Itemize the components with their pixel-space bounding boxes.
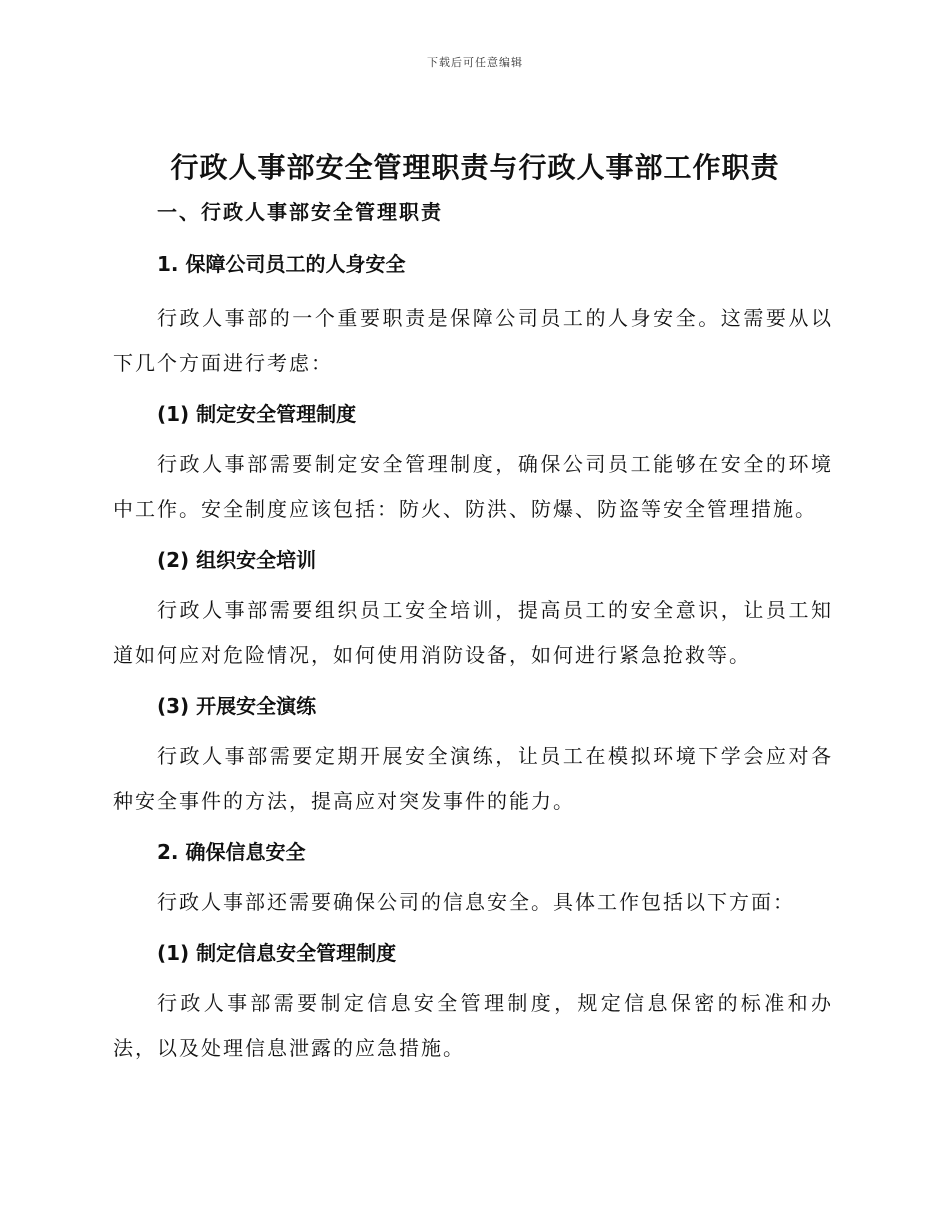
header-note: 下载后可任意编辑	[427, 56, 523, 69]
paragraph-info-security-rules: 行政人事部需要制定信息安全管理制度，规定信息保密的标准和办法，以及处理信息泄露的应急措施。	[113, 991, 833, 1060]
section-heading-1: 一、行政人事部安全管理职责	[157, 200, 443, 224]
paragraph-safety-rules: 行政人事部需要制定安全管理制度，确保公司员工能够在安全的环境中工作。安全制度应该包括：防火、防洪、防爆、防盗等安全管理措施。	[113, 452, 833, 521]
subheading-information-security: 2. 确保信息安全	[157, 840, 306, 864]
document-title: 行政人事部安全管理职责与行政人事部工作职责	[170, 151, 780, 184]
subheading-safety-rules: (1) 制定安全管理制度	[157, 402, 357, 426]
subheading-personal-safety: 1. 保障公司员工的人身安全	[157, 252, 406, 276]
subheading-info-security-rules: (1) 制定信息安全管理制度	[157, 941, 397, 965]
paragraph-safety-training: 行政人事部需要组织员工安全培训，提高员工的安全意识，让员工知道如何应对危险情况，如何使用消防设备，如何进行紧急抢救等。	[113, 598, 833, 667]
paragraph-information-security: 行政人事部还需要确保公司的信息安全。具体工作包括以下方面：	[157, 890, 795, 914]
subheading-safety-drills: (3) 开展安全演练	[157, 694, 317, 718]
paragraph-personal-safety: 行政人事部的一个重要职责是保障公司员工的人身安全。这需要从以下几个方面进行考虑：	[113, 306, 833, 375]
paragraph-safety-drills: 行政人事部需要定期开展安全演练，让员工在模拟环境下学会应对各种安全事件的方法，提高应对突发事件的能力。	[113, 744, 833, 813]
subheading-safety-training: (2) 组织安全培训	[157, 548, 317, 572]
document-body	[113, 192, 833, 1071]
